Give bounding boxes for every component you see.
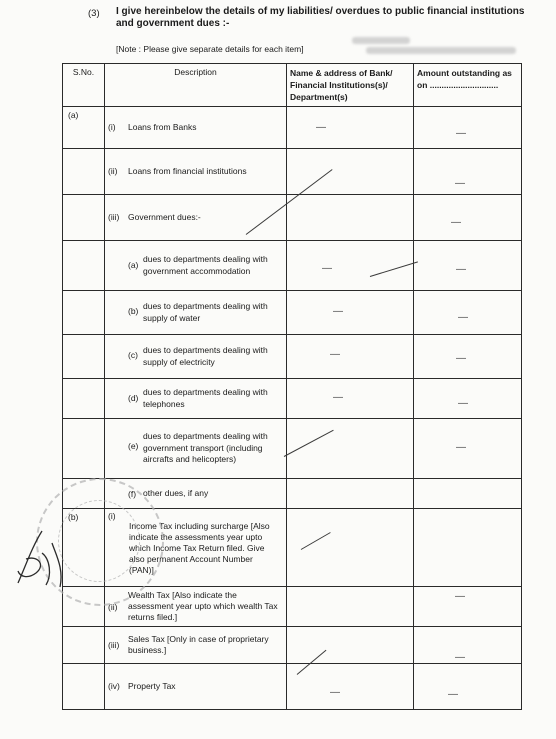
row-amount-cell [414,664,522,710]
row-description: (c) dues to departments dealing with supply of electricity [105,335,287,379]
dash-mark: — [458,312,468,323]
row-amount-cell [414,335,522,379]
row-sno [63,335,105,379]
table-row [63,241,522,291]
row-bank-cell [287,419,414,479]
table-row [63,664,522,710]
row-description: (e) dues to departments dealing with government transport (including aircrafts and helicopters) [105,419,287,479]
header-sno: S.No. [63,64,105,107]
row-sno [63,291,105,335]
row-amount-cell [414,627,522,664]
table-row [63,379,522,419]
row-bank-cell [287,627,414,664]
row-amount-cell [414,587,522,627]
redacted-address [366,47,516,54]
row-sno [63,627,105,664]
dash-mark: — [322,263,332,274]
redacted-name [352,37,410,44]
dash-mark: — [316,122,326,133]
row-description: (b) dues to departments dealing with supply of water [105,291,287,335]
row-amount-cell [414,107,522,149]
row-description: (iii) Sales Tax [Only in case of proprietary business.] [105,627,287,664]
row-sno [63,149,105,195]
liabilities-table [62,63,522,710]
row-bank-cell [287,291,414,335]
row-sno [63,664,105,710]
row-bank-cell [287,664,414,710]
row-description: (a) dues to departments dealing with government accommodation [105,241,287,291]
header-description: Description [105,64,287,107]
note-text: [Note : Please give separate details for each item] [116,44,304,54]
row-bank-cell [287,587,414,627]
row-description: (i) Income Tax including surcharge [Also indicate the assessments year upto which Income Tax Return filed. Give also permanent Account Number (PAN)] [105,509,287,587]
table-row [63,149,522,195]
row-bank-cell [287,509,414,587]
handwritten-signature [6,525,76,595]
row-description: (f) other dues, if any [105,479,287,509]
dash-mark: — [448,689,458,700]
dash-mark: — [333,306,343,317]
dash-mark: — [456,264,466,275]
row-sno [63,419,105,479]
row-description: (iv) Property Tax [105,664,287,710]
row-amount-cell [414,509,522,587]
table-row [63,291,522,335]
dash-mark: — [455,652,465,663]
table-header-row [63,64,522,107]
row-bank-cell [287,241,414,291]
row-description: (iii) Government dues:- [105,195,287,241]
dash-mark: — [455,178,465,189]
row-sno [63,379,105,419]
dash-mark: — [333,392,343,403]
row-bank-cell [287,479,414,509]
row-bank-cell [287,107,414,149]
dash-mark: — [455,591,465,602]
row-amount-cell [414,149,522,195]
table-row [63,335,522,379]
row-sno [63,241,105,291]
dash-mark: — [451,217,461,228]
dash-mark: — [330,349,340,360]
statement-heading: I give hereinbelow the details of my liabilities/ overdues to public financial institutions and government dues :- [116,6,525,29]
header-bank-name: Name & address of Bank/ Financial Institutions(s)/ Department(s) [287,64,414,107]
row-amount-cell [414,195,522,241]
table-row [63,419,522,479]
row-bank-cell [287,379,414,419]
header-amount: Amount outstanding as on ............................. [414,64,522,107]
row-amount-cell [414,479,522,509]
row-sno: (a) [63,107,105,149]
row-sno: (b) [63,509,105,587]
row-bank-cell [287,195,414,241]
row-description: (i) Loans from Banks [105,107,287,149]
row-amount-cell [414,241,522,291]
row-description: (d) dues to departments dealing with telephones [105,379,287,419]
row-sno [63,195,105,241]
table-row [63,107,522,149]
dash-mark: — [456,442,466,453]
dash-mark: — [458,398,468,409]
table-row [63,627,522,664]
dash-mark: — [456,353,466,364]
row-description: (ii) Loans from financial institutions [105,149,287,195]
dash-mark: — [330,687,340,698]
row-amount-cell [414,419,522,479]
row-description: (ii) Wealth Tax [Also indicate the assessment year upto which wealth Tax returns filed.] [105,587,287,627]
dash-mark: — [456,128,466,139]
row-bank-cell [287,335,414,379]
section-number: (3) [88,8,100,19]
